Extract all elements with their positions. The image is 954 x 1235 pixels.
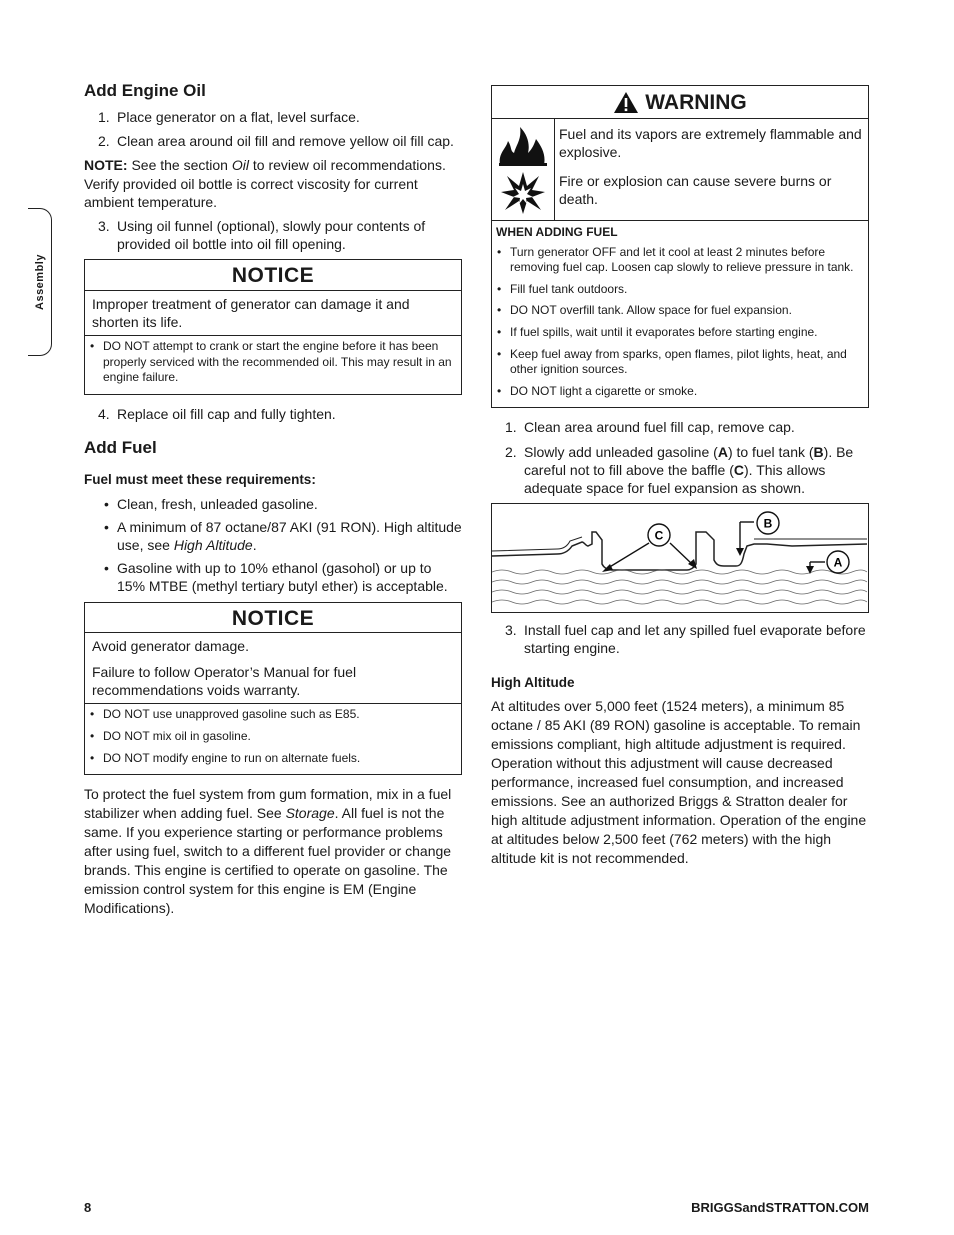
fuel-requirements-list [84, 495, 462, 596]
warning-subheading: WHEN ADDING FUEL [496, 225, 618, 240]
oil-step-2: 2. Clean area around oil fill and remove yellow oil fill cap. [98, 133, 454, 150]
add-fuel-heading: Add Fuel [84, 438, 157, 458]
fuel-requirement: • Clean, fresh, unleaded gasoline. [84, 495, 462, 513]
warning-bullet: • Keep fuel away from sparks, open flames, pilot lights, heat, and other ignition sources. [496, 347, 864, 378]
warning-bullet: • Fill fuel tank outdoors. [496, 282, 864, 298]
warning-bullet: • DO NOT light a cigarette or smoke. [496, 384, 864, 400]
oil-step-4: 4. Replace oil fill cap and fully tighten. [98, 405, 336, 422]
notice-bullet: • DO NOT use unapproved gasoline such as E85. [89, 707, 457, 723]
fuel-requirement: • Gasoline with up to 10% ethanol (gasohol) or up to 15% MTBE (methyl tertiary butyl ether) is acceptable. [84, 559, 462, 595]
label-c: C [654, 528, 664, 543]
fuel-steps [491, 418, 869, 497]
add-engine-oil-heading: Add Engine Oil [84, 81, 206, 100]
fuel-tank-diagram [492, 504, 867, 612]
section-tab-label: Assembly [33, 254, 46, 310]
hazard-text: Fuel and its vapors are extremely flammable and explosive. [559, 126, 862, 161]
fuel-requirements-heading: Fuel must meet these requirements: [84, 472, 316, 488]
notice-bullet: • DO NOT mix oil in gasoline. [89, 729, 457, 745]
oil-step-3: 3. Using oil funnel (optional), slowly pour contents of provided oil bottle into oil fill opening. [98, 218, 426, 253]
oil-note: NOTE: See the section Oil to review oil recommendations. Verify provided oil bottle is correct viscosity for current ambient temperature. [84, 157, 446, 210]
notice-body: Improper treatment of generator can damage it and shorten its life. [92, 295, 410, 330]
label-a: A [833, 555, 843, 570]
notice-bullet: • DO NOT attempt to crank or start the engine before it has been properly serviced with the recommended oil. This may result in an engine failure. [89, 339, 457, 386]
notice-box-oil [84, 259, 462, 394]
footer-website: BRIGGSandSTRATTON.COM [691, 1200, 869, 1215]
right-column [491, 85, 869, 874]
fuel-step-2: 2. Slowly add unleaded gasoline (A) to fuel tank (B). Be careful not to fill above the baffle (C). This allows adequate space for fuel expansion as shown. [505, 443, 854, 496]
notice-title: NOTICE [85, 603, 461, 633]
hazard-text: Fire or explosion can cause severe burns or death. [559, 172, 832, 207]
explosion-hazard-icon [499, 170, 547, 216]
notice-body: Avoid generator damage. [92, 637, 249, 654]
label-b: B [763, 516, 773, 531]
warning-bullet: • DO NOT overfill tank. Allow space for fuel expansion. [496, 303, 864, 319]
notice-box-fuel [84, 602, 462, 776]
notice-body: Failure to follow Operator’s Manual for fuel recommendations voids warranty. [92, 664, 357, 699]
high-altitude-paragraph: At altitudes over 5,000 feet (1524 meters), a minimum 85 octane / 85 AKI (89 RON) gasoline is acceptable. To remain emissions compliant, high altitude adjustment is required. Operation without this adjustment will cause decreased performance, increased fuel consumption, and increased emissions. See an authorized Briggs & Stratton dealer for high altitude adjustment information. Operation of the engine at altitudes below 2,500 feet (762 meters) with the high altitude kit is not recommended. [491, 698, 867, 867]
fuel-requirement: • A minimum of 87 octane/87 AKI (91 RON). High altitude use, see High Altitude. [84, 518, 462, 554]
page-number: 8 [84, 1200, 92, 1215]
notice-bullet: • DO NOT modify engine to run on alternate fuels. [89, 751, 457, 767]
fuel-step-1: 1. Clean area around fuel fill cap, remove cap. [505, 419, 795, 436]
left-column [84, 80, 462, 924]
warning-box [491, 85, 869, 408]
warning-title: WARNING [645, 91, 747, 114]
notice-title: NOTICE [85, 260, 461, 290]
warning-bullet: • If fuel spills, wait until it evaporates before starting engine. [496, 325, 864, 341]
oil-steps [84, 108, 462, 150]
fuel-tank-figure [491, 503, 869, 613]
warning-bullet: • Turn generator OFF and let it cool at least 2 minutes before removing fuel cap. Loosen cap slowly to relieve pressure in tank. [496, 245, 864, 276]
fuel-protection-paragraph: To protect the fuel system from gum formation, mix in a fuel stabilizer when adding fuel. See Storage. All fuel is not the same. If you experience starting or performance problems after using fuel, switch to a different fuel provider or change brands. This engine is certified to operate on gasoline. The emission control system for this engine is EM (Engine Modifications). [84, 786, 452, 917]
oil-step-1: 1. Place generator on a flat, level surface. [98, 109, 360, 126]
fire-hazard-icon [496, 123, 550, 167]
fuel-step-3: 3. Install fuel cap and let any spilled fuel evaporate before starting engine. [505, 622, 866, 657]
warning-triangle-icon [613, 91, 639, 114]
high-altitude-heading: High Altitude [491, 674, 575, 690]
